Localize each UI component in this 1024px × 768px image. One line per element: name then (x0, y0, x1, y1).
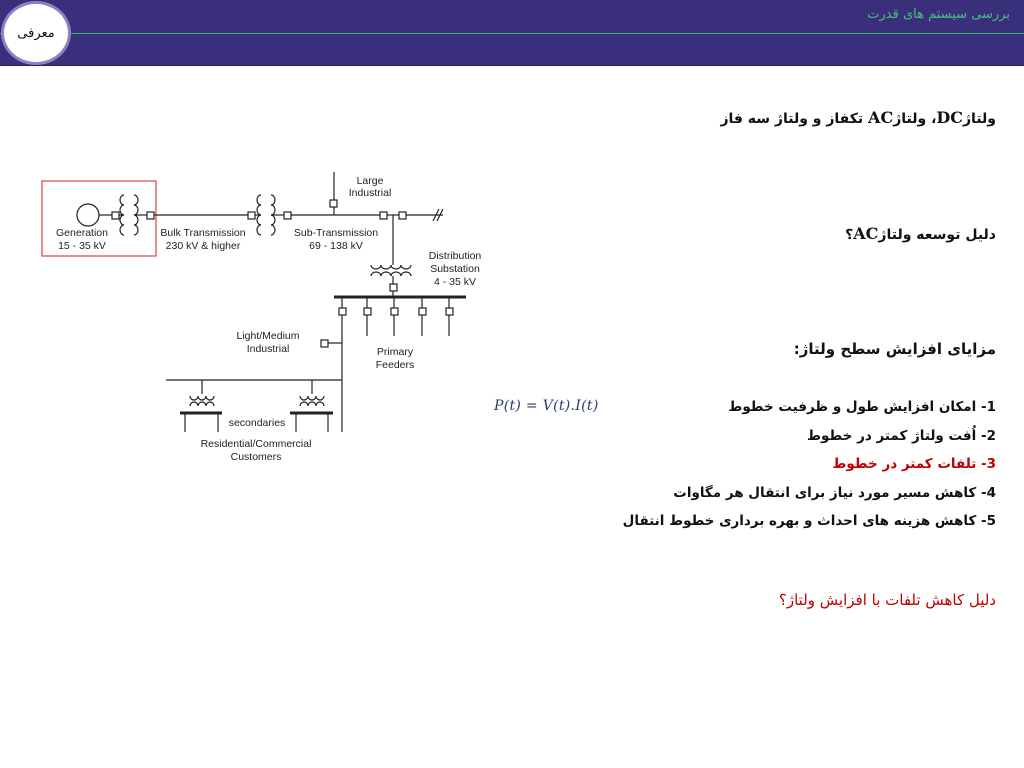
power-formula: P(t) = V(t).I(t) (494, 398, 599, 414)
diagram-label: Substation (430, 263, 480, 275)
diagram-label: Residential/Commercial (200, 438, 312, 450)
diagram-label: Large (356, 175, 384, 187)
diagram-label: Customers (230, 451, 282, 463)
advantage-item: 5- کاهش هزینه های احداث و بهره برداری خطوط انتقال (622, 513, 996, 529)
advantage-item-highlighted: 3- تلفات کمتر در خطوط (832, 456, 996, 472)
question-mark: ؟ (845, 227, 854, 243)
voltage-label-3: تکفاز و ولتاژ سه فاز (720, 111, 869, 127)
ac-label: AC (868, 108, 894, 127)
generator-icon (77, 204, 99, 226)
diagram-label: Sub-Transmission (293, 227, 379, 239)
voltage-label: ولتاژ (963, 111, 996, 127)
ac-reason-label: دلیل توسعه ولتاژ (878, 227, 996, 243)
diagram-label: Industrial (348, 187, 392, 199)
diagram-label: Generation (56, 227, 108, 239)
diagram-label: Bulk Transmission (160, 227, 246, 239)
advantage-item: 1- امکان افزایش طول و ظرفیت خطوط (728, 399, 996, 415)
header-title: بررسی سیستم های قدرت (867, 7, 1010, 22)
advantage-item: 2- اُفت ولتاژ کمتر در خطوط (807, 428, 996, 444)
diagram-label: Primary (376, 346, 414, 358)
diagram-label: secondaries (228, 417, 286, 429)
diagram-label: Distribution (428, 250, 482, 262)
dc-label: DC (936, 108, 963, 127)
diagram-label: 4 - 35 kV (433, 276, 477, 288)
transformer-icon-4 (190, 396, 214, 406)
section-badge: معرفی (1, 1, 71, 65)
diagram-label: 230 kV & higher (165, 240, 241, 252)
transformer-icon-3 (371, 265, 411, 276)
ac-label-2: AC (853, 224, 879, 243)
diagram-label: Feeders (375, 359, 415, 371)
advantage-item: 4- کاهش مسیر مورد نیاز برای انتقال هر مگاوات (673, 485, 996, 501)
diagram-label: 15 - 35 kV (58, 240, 106, 252)
advantages-heading: مزایای افزایش سطح ولتاژ: (793, 340, 996, 358)
loss-question: دلیل کاهش تلفات با افزایش ولتاژ؟ (778, 591, 996, 609)
diagram-label: 69 - 138 kV (309, 240, 363, 252)
voltage-label-2: ، ولتاژ (893, 111, 937, 127)
diagram-label: Light/Medium (236, 330, 300, 342)
transformer-icon-5 (300, 396, 324, 406)
diagram-label: Industrial (246, 343, 290, 355)
